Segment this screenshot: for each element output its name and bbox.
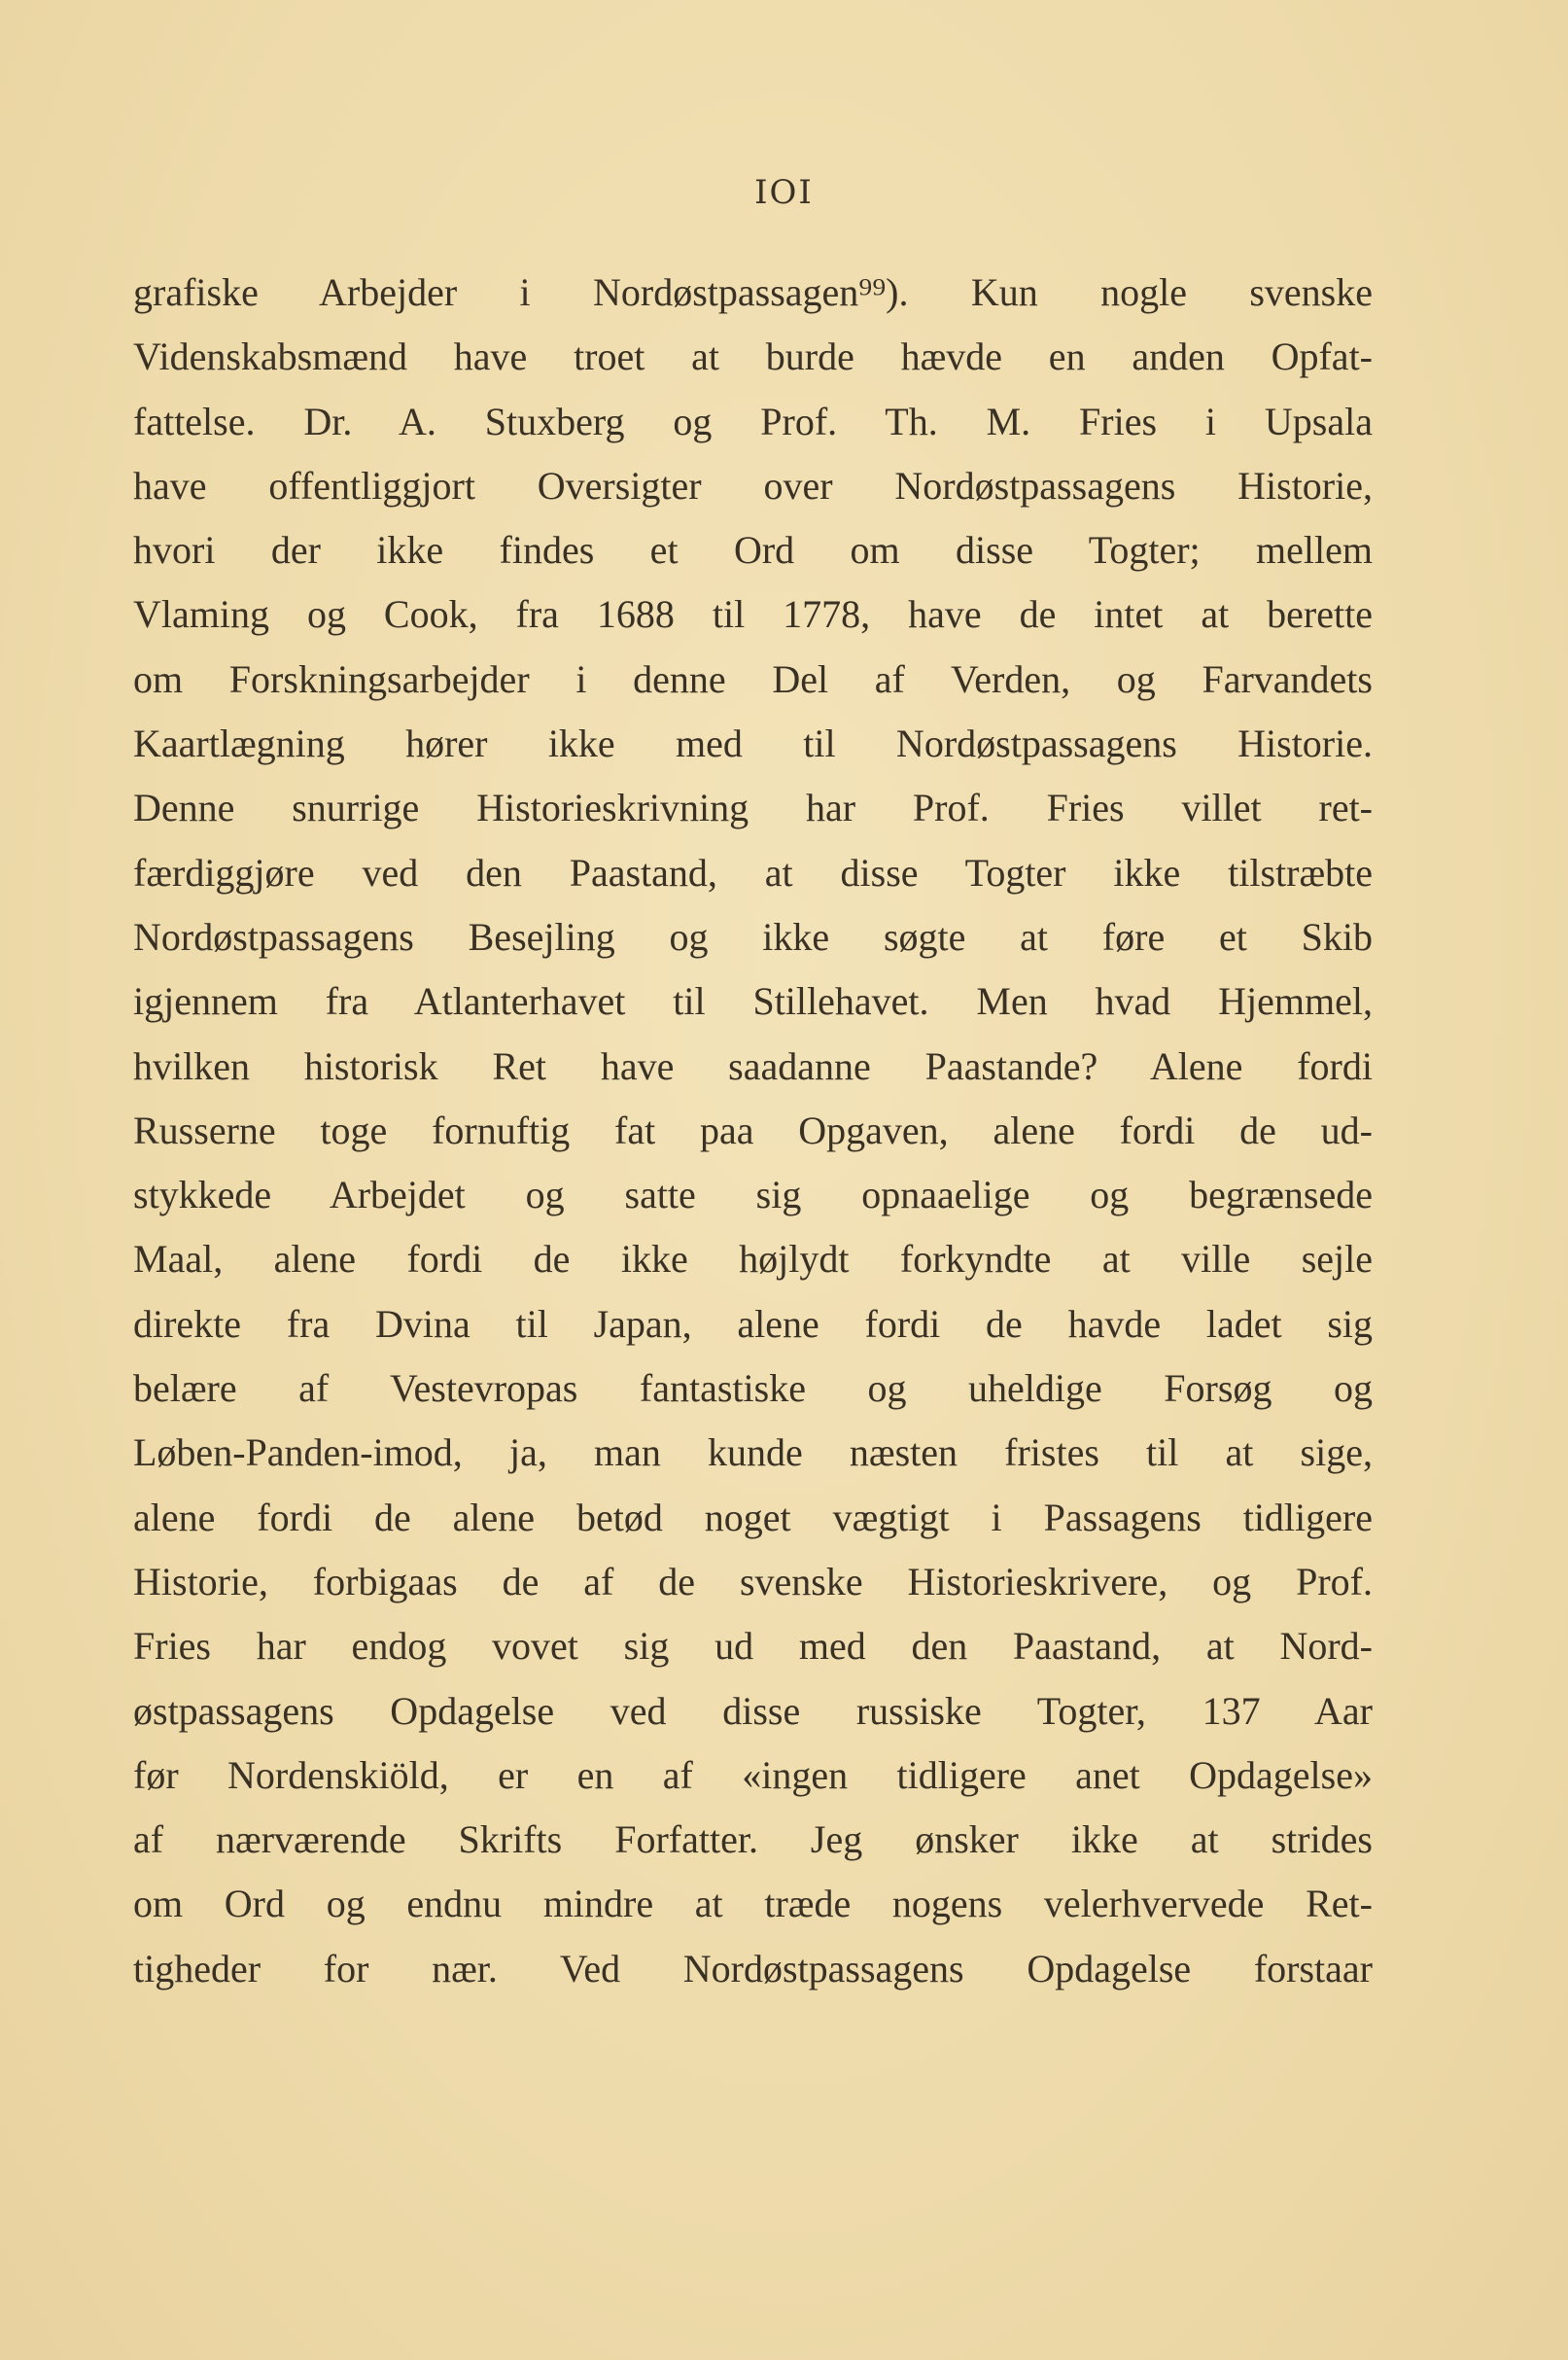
- text-line: Fries har endog vovet sig ud med den Paastand, at Nord-: [133, 1624, 1373, 1669]
- text-line: grafiske Arbejder i Nordøstpassagen⁹⁹). Kun nogle svenske: [133, 270, 1373, 314]
- text-line: belære af Vestevropas fantastiske og uheldige Forsøg og: [133, 1366, 1373, 1411]
- text-line: af nærværende Skrifts Forfatter. Jeg ønsker ikke at strides: [133, 1817, 1373, 1862]
- text-line: færdiggjøre ved den Paastand, at disse Togter ikke tilstræbte: [133, 850, 1373, 895]
- text-line: stykkede Arbejdet og satte sig opnaaelige og begrænsede: [133, 1173, 1373, 1217]
- text-line: Løben-Panden-imod, ja, man kunde næsten fristes til at sige,: [133, 1430, 1373, 1475]
- text-line: fattelse. Dr. A. Stuxberg og Prof. Th. M. Fries i Upsala: [133, 399, 1373, 443]
- text-line: Denne snurrige Historieskrivning har Prof. Fries villet ret-: [133, 786, 1373, 830]
- text-line: Kaartlægning hører ikke med til Nordøstpassagens Historie.: [133, 722, 1373, 766]
- text-line: have offentliggjort Oversigter over Nordøstpassagens Historie,: [133, 463, 1373, 508]
- text-line: igjennem fra Atlanterhavet til Stillehavet. Men hvad Hjemmel,: [133, 979, 1373, 1024]
- text-line: om Forskningsarbejder i denne Del af Verden, og Farvandets: [133, 656, 1373, 701]
- text-line: Vlaming og Cook, fra 1688 til 1778, have de intet at berette: [133, 592, 1373, 637]
- text-line: Videnskabsmænd have troet at burde hævde en anden Opfat-: [133, 335, 1373, 379]
- page-number: IOI: [754, 173, 814, 212]
- body-text: [133, 261, 1373, 2001]
- text-line: Nordøstpassagens Besejling og ikke søgte at føre et Skib: [133, 914, 1373, 959]
- text-line: hvori der ikke findes et Ord om disse Togter; mellem: [133, 528, 1373, 573]
- text-line: hvilken historisk Ret have saadanne Paastande? Alene fordi: [133, 1043, 1373, 1088]
- text-line: om Ord og endnu mindre at træde nogens velerhvervede Ret-: [133, 1882, 1373, 1926]
- text-line: Historie, forbigaas de af de svenske Historieskrivere, og Prof.: [133, 1559, 1373, 1603]
- text-line: alene fordi de alene betød noget vægtigt i Passagens tidligere: [133, 1495, 1373, 1539]
- text-line: Maal, alene fordi de ikke højlydt forkyndte at ville sejle: [133, 1237, 1373, 1282]
- text-line: direkte fra Dvina til Japan, alene fordi de havde ladet sig: [133, 1301, 1373, 1346]
- text-line: Russerne toge fornuftig fat paa Opgaven, alene fordi de ud-: [133, 1108, 1373, 1152]
- text-line: tigheder for nær. Ved Nordøstpassagens Opdagelse forstaar: [133, 1946, 1373, 1990]
- text-line: østpassagens Opdagelse ved disse russiske Togter, 137 Aar: [133, 1688, 1373, 1733]
- text-line: før Nordenskiöld, er en af «ingen tidligere anet Opdagelse»: [133, 1752, 1373, 1797]
